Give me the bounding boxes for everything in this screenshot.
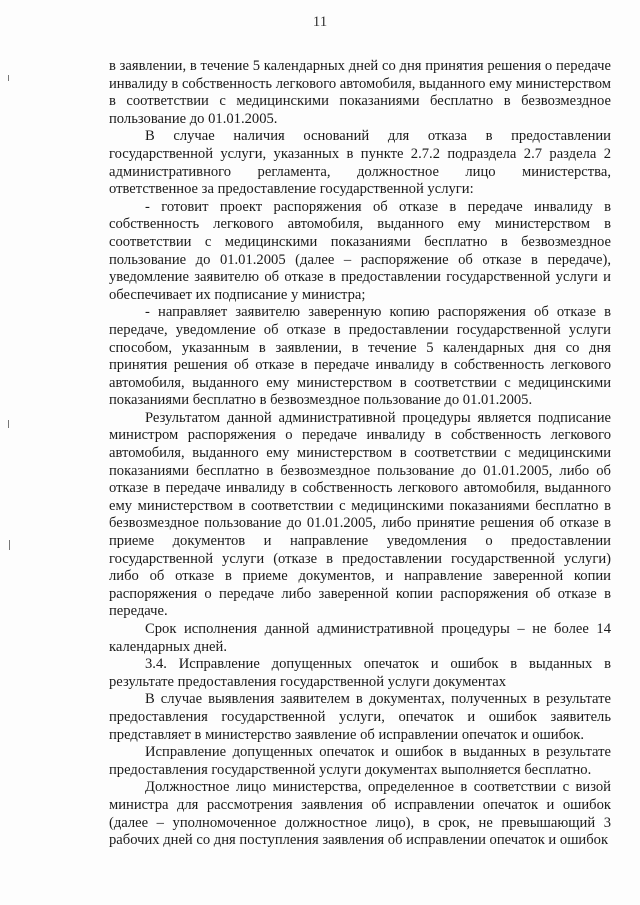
page-number: 11 (312, 14, 328, 30)
list-item: - готовит проект распоряжения об отказе в передаче инвалиду в собственность легкового автомобиля, выданного ему министерством в соответствии с медицинскими показаниями бесплатно в безвозмездное пользование до 01.01.2005 (далее – распоряжение об отказе в передаче), уведомление заявителю об отказе в предоставлении государственной услуги и обеспечивает их подписание у министра; (109, 198, 611, 303)
list-item: - направляет заявителю заверенную копию распоряжения об отказе в передаче, уведомление об отказе в предоставлении государственной услуги способом, указанным в заявлении, в течение 5 календарных дня со дня принятия решения об отказе в передаче инвалиду в собственность легкового автомобиля, выданного ему министерством в соответствии с медицинскими показаниями бесплатно в безвозмездное пользование до 01.01.2005. (109, 304, 611, 409)
margin-mark (8, 420, 9, 428)
section-heading: 3.4. Исправление допущенных опечаток и ошибок в выданных в результате предоставления государственной услуги документах (109, 656, 611, 690)
paragraph: В случае наличия оснований для отказа в предоставлении государственной услуги, указанных в пункте 2.7.2 подраздела 2.7 раздела 2 административного регламента, должностное лицо министерства, ответственное за предоставление государственной услуги: (109, 128, 611, 198)
paragraph: Исправление допущенных опечаток и ошибок в выданных в результате предоставления государственной услуги документах выполняется бесплатно. (109, 744, 611, 778)
paragraph: в заявлении, в течение 5 календарных дней со дня принятия решения о передаче инвалиду в собственность легкового автомобиля, выданного ему министерством в соответствии с медицинскими показаниями бесплатно в безвозмездное пользование до 01.01.2005. (109, 58, 611, 127)
paragraph: Результатом данной административной процедуры является подписание министром распоряжения о передаче инвалиду в собственность легкового автомобиля, выданного ему министерством в соответствии с медицинскими показаниями бесплатно в безвозмездное пользование до 01.01.2005, либо об отказе в передаче инвалиду в собственность легкового автомобиля, выданного ему министерством в соответствии с медицинскими показаниями бесплатно в безвозмездное пользование до 01.01.2005, либо принятие решения об отказе в приеме документов и направление уведомления о предоставлении государственной услуги (отказе в предоставлении государственной услуги) либо об отказе в приеме документов, и направление заверенной копии распоряжения о передаче либо заверенной копии распоряжения об отказе в передаче. (109, 409, 611, 620)
paragraph: В случае выявления заявителем в документах, полученных в результате предоставления государственной услуги, опечаток и ошибок заявитель представляет в министерство заявление об исправлении опечаток и ошибок. (109, 691, 611, 743)
paragraph: Срок исполнения данной административной процедуры – не более 14 календарных дней. (109, 621, 611, 655)
margin-mark (9, 540, 10, 550)
margin-mark (8, 75, 9, 81)
document-body (109, 58, 611, 850)
paragraph: Должностное лицо министерства, определенное в соответствии с визой министра для рассмотрения заявления об исправлении опечаток и ошибок (далее – уполномоченное должностное лицо), в срок, не превышающий 3 рабочих дней со дня поступления заявления об исправлении опечаток и ошибок (109, 779, 611, 849)
